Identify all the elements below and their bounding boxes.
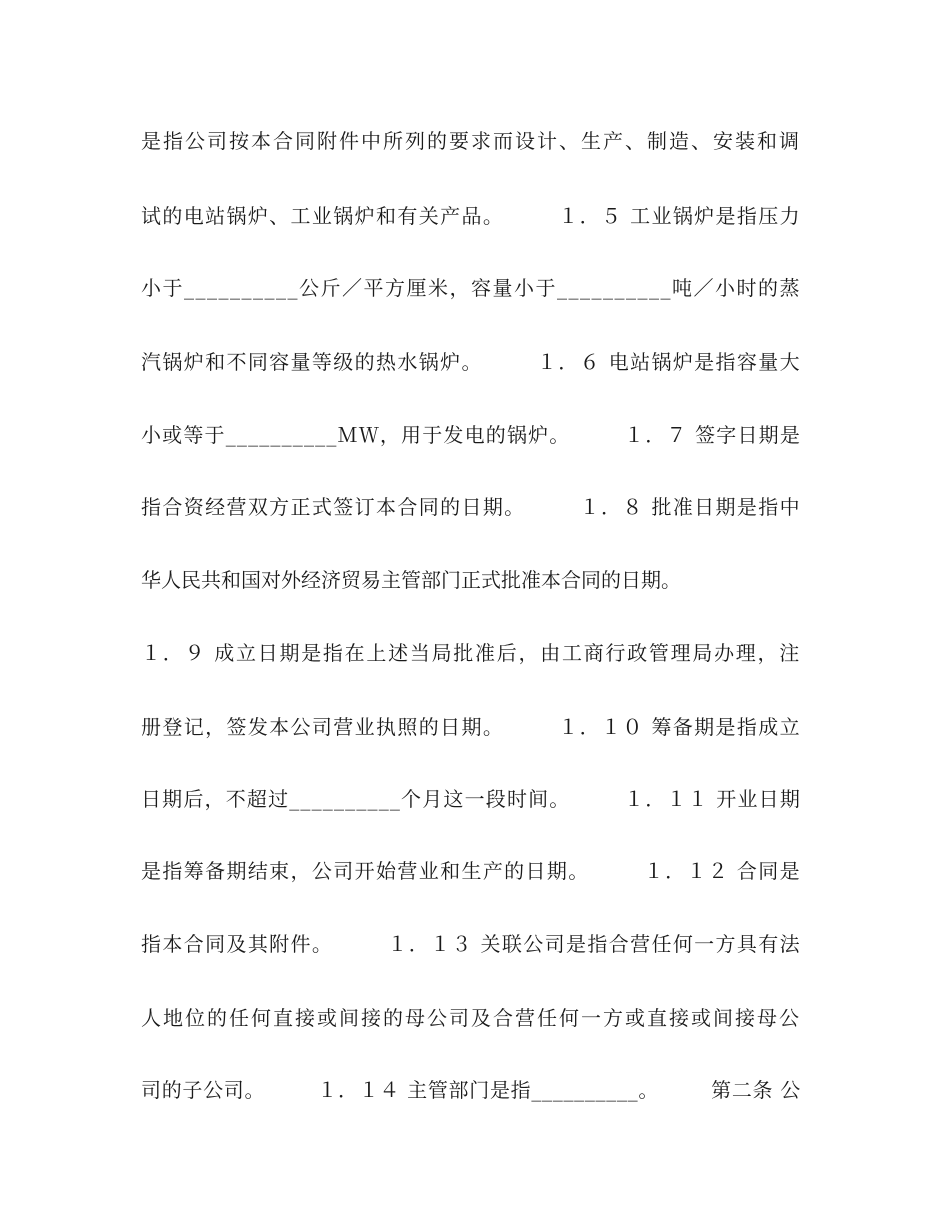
text-line: 日期后，不超过__________个月这一段时间。 １．１１ 开业日期 — [141, 787, 801, 811]
text-line: 是指筹备期结束，公司开始营业和生产的日期。 １．１２ 合同是 — [141, 859, 801, 883]
text-line: 指本合同及其附件。 １．１３ 关联公司是指合营任何一方具有法 — [141, 932, 801, 956]
text-line: 汽锅炉和不同容量等级的热水锅炉。 １．６ 电站锅炉是指容量大 — [141, 350, 801, 374]
text-line: １．９ 成立日期是指在上述当局批准后，由工商行政管理局办理，注 — [141, 641, 801, 665]
text-line: 是指公司按本合同附件中所列的要求而设计、生产、制造、安装和调 — [141, 129, 801, 153]
text-line: 司的子公司。 １．１４ 主管部门是指__________。 第二条 公 — [141, 1078, 801, 1102]
text-line: 人地位的任何直接或间接的母公司及合营任何一方或直接或间接母公 — [141, 1006, 801, 1030]
text-line: 册登记，签发本公司营业执照的日期。 １．１０ 筹备期是指成立 — [141, 715, 801, 739]
text-line: 小或等于__________ＭＷ，用于发电的锅炉。 １．７ 签字日期是 — [141, 423, 801, 447]
text-line: 试的电站锅炉、工业锅炉和有关产品。 １．５ 工业锅炉是指压力 — [141, 204, 801, 228]
text-line: 华人民共和国对外经济贸易主管部门正式批准本合同的日期。 — [141, 568, 681, 592]
text-line: 指合资经营双方正式签订本合同的日期。 １．８ 批准日期是指中 — [141, 495, 801, 519]
text-line: 小于__________公斤／平方厘米，容量小于__________吨／小时的蒸 — [141, 276, 801, 300]
